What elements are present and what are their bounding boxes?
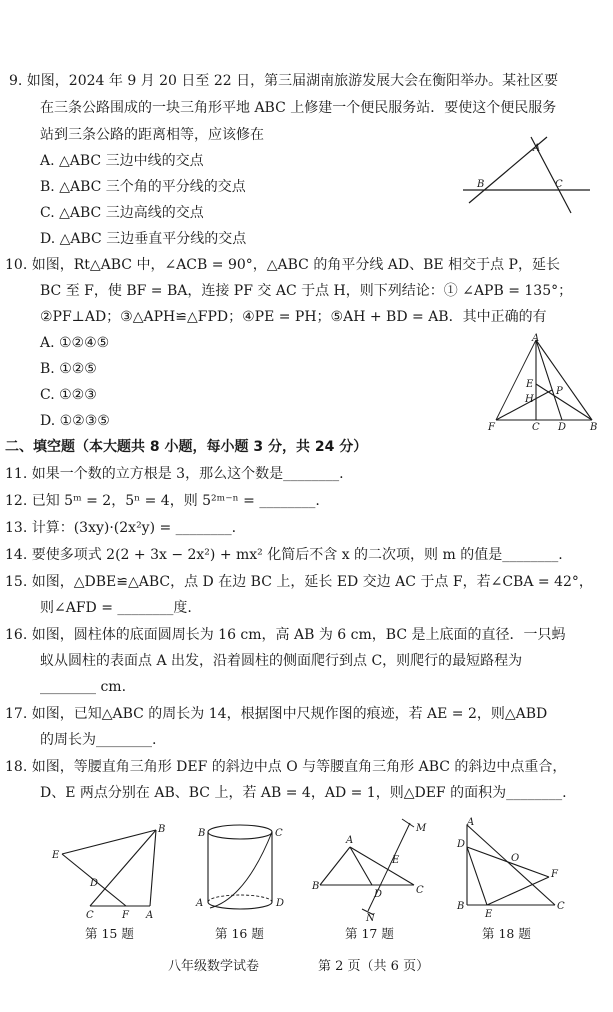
q15-label-b: B [158, 824, 166, 835]
q15-line-2: 则∠AFD = ________度. [40, 600, 192, 616]
caption-q18: 第 18 题 [482, 926, 531, 941]
q14-line: 14. 要使多项式 2(2 + 3x − 2x²) + mx² 化简后不含 x 的二次项，则 m 的值是________. [5, 547, 563, 563]
q10-label-p: P [556, 386, 563, 397]
q16-label-a: A [196, 898, 204, 909]
q10-figure [486, 332, 601, 432]
q15-label-e: E [52, 850, 60, 861]
q18-line-1: 18. 如图，等腰直角三角形 DEF 的斜边中点 O 与等腰直角三角形 ABC 的斜边中点重合， [5, 759, 567, 775]
q18-label-a: A [467, 817, 475, 828]
q9-figure [455, 135, 595, 215]
q16-line-1: 16. 如图，圆柱体的底面圆周长为 16 cm，高 AB 为 6 cm，BC 是上底面的直径．一只蚂 [5, 627, 566, 643]
q9-line-3: 站到三条公路的距离相等，应该修在 [40, 127, 264, 143]
q18-label-b: B [457, 901, 465, 912]
q16-label-c: C [275, 828, 283, 839]
q9-option-b: B. △ABC 三个角的平分线的交点 [40, 179, 246, 195]
q12-line: 12. 已知 5ᵐ = 2，5ⁿ = 4，则 5²ᵐ⁻ⁿ = ________. [5, 493, 320, 509]
q9-label-c: C [555, 179, 563, 190]
q10-line-2: BC 至 F，使 BF = BA，连接 PF 交 AC 于点 H，则下列结论：① ∠APB = 135°； [40, 283, 573, 299]
q9-figure-svg [455, 135, 595, 215]
q18-label-e: E [485, 909, 493, 920]
q10-label-a: A [532, 333, 540, 344]
footer-page-number: 第 2 页（共 6 页） [318, 959, 430, 974]
q15-label-c: C [86, 910, 94, 920]
caption-q15: 第 15 题 [85, 926, 134, 941]
q9-label-b: B [477, 179, 485, 190]
q16-line-2: 蚁从圆柱的表面点 A 出发，沿着圆柱的侧面爬行到点 C，则爬行的最短路程为 [40, 653, 523, 669]
q15-figure [50, 822, 175, 920]
q17-line-2: 的周长为________. [40, 732, 157, 748]
q9-option-d: D. △ABC 三边垂直平分线的交点 [40, 231, 247, 247]
q17-label-a: A [346, 835, 354, 846]
q10-label-b: B [590, 422, 598, 432]
q17-label-e: E [392, 855, 400, 866]
q9-line-1: 9. 如图，2024 年 9 月 20 日至 22 日，第三届湖南旅游发展大会在衡阳举办。某社区要 [9, 73, 559, 89]
caption-q17: 第 17 题 [345, 926, 394, 941]
q15-line-1: 15. 如图，△DBE≌△ABC，点 D 在边 BC 上，延长 ED 交边 AC 于点 F，若∠CBA = 42°， [5, 574, 593, 590]
q10-option-a: A. ①②④⑤ [40, 335, 110, 351]
q18-label-f: F [551, 869, 558, 880]
q10-line-1: 10. 如图，Rt△ABC 中，∠ACB = 90°，△ABC 的角平分线 AD、BE 相交于点 P，延长 [5, 257, 560, 273]
q10-label-h: H [525, 394, 534, 405]
q16-line-3: ________ cm. [40, 679, 127, 695]
q13-line: 13. 计算：(3xy)·(2x²y) = ________. [5, 520, 237, 536]
q17-line-1: 17. 如图，已知△ABC 的周长为 14，根据图中尺规作图的痕迹，若 AE = 2，则△ABD [5, 706, 548, 722]
q9-option-a: A. △ABC 三边中线的交点 [40, 153, 204, 169]
section-title: 二、填空题（本大题共 8 小题，每小题 3 分，共 24 分） [5, 439, 368, 455]
q18-label-c: C [557, 901, 565, 912]
q17-label-b: B [312, 881, 320, 892]
q18-figure-svg [455, 817, 575, 922]
q18-label-o: O [511, 853, 520, 864]
q17-label-n: N [366, 913, 375, 922]
q10-label-f: F [488, 422, 495, 432]
q10-line-3: ②PF⊥AD；③△APH≌△FPD；④PE = PH；⑤AH + BD = AB．其中正确的有 [40, 309, 547, 325]
footer-exam-title: 八年级数学试卷 [168, 959, 260, 974]
q17-figure-svg [310, 817, 435, 922]
q17-label-d: D [374, 889, 383, 900]
q16-figure-svg [190, 822, 290, 920]
q16-figure [190, 822, 290, 920]
q15-label-d: D [90, 878, 99, 889]
q10-option-b: B. ①②⑤ [40, 361, 97, 377]
q17-figure [310, 817, 435, 922]
q10-label-c: C [532, 422, 540, 432]
q10-option-c: C. ①②③ [40, 387, 97, 403]
q15-label-f: F [122, 910, 129, 920]
q11-line: 11. 如果一个数的立方根是 3，那么这个数是________. [5, 466, 344, 482]
q18-line-2: D、E 两点分别在 AB、BC 上，若 AB = 4，AD = 1，则△DEF 的面积为________. [40, 785, 567, 801]
q18-figure [455, 817, 575, 922]
q10-label-e: E [526, 379, 534, 390]
q10-label-d: D [558, 422, 567, 432]
q9-line-2: 在三条公路围成的一块三角形平地 ABC 上修建一个便民服务站．要使这个便民服务 [40, 100, 557, 116]
q16-label-b: B [198, 828, 206, 839]
q15-figure-svg [50, 822, 175, 920]
q10-figure-svg [486, 332, 601, 432]
q18-label-d: D [457, 839, 466, 850]
q16-label-d: D [276, 898, 285, 909]
q15-label-a: A [146, 910, 154, 920]
q17-label-c: C [416, 885, 424, 896]
q17-label-m: M [416, 823, 427, 834]
q9-option-c: C. △ABC 三边高线的交点 [40, 205, 204, 221]
q9-label-a: A [533, 143, 541, 154]
caption-q16: 第 16 题 [215, 926, 264, 941]
q10-option-d: D. ①②③⑤ [40, 413, 110, 429]
